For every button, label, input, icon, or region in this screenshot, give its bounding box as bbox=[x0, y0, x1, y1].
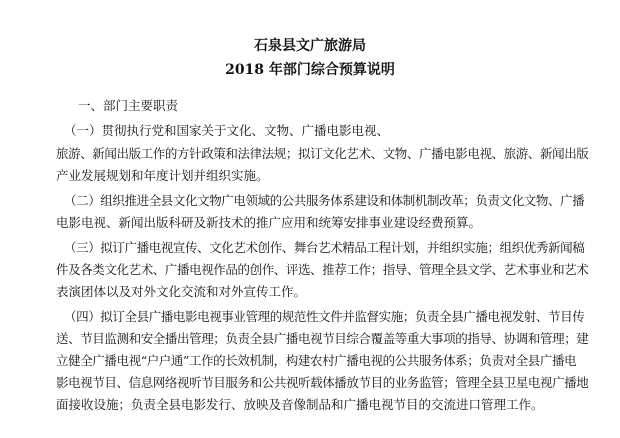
paragraph-line: 件及各类文化艺术、广播电视作品的创作、评选、推荐工作；指导、管理全县文学、艺术事业和艺术 bbox=[56, 262, 589, 277]
paragraph-line: 电影电视、新闻出版科研及新技术的推广应用和统筹安排事业建设经费预算。 bbox=[56, 215, 482, 230]
document-title: 石泉县文广旅游局 bbox=[254, 38, 366, 54]
paragraph-line: 表演团体以及对外文化交流和对外宣传工作。 bbox=[56, 284, 307, 299]
paragraph-line: （三）拟订广播电视宣传、文化艺术创作、舞台艺术精品工程计划，并组织实施；组织优秀新闻稿 bbox=[64, 240, 585, 255]
paragraph-line: （四）拟订全县广播电影电视事业管理的规范性文件并监督实施；负责全县广播电视发射、节目传 bbox=[64, 309, 585, 324]
document-subtitle: 2018 年部门综合预算说明 bbox=[225, 62, 395, 78]
paragraph-line: 立健全广播电视“户户通”工作的长效机制，构建农村广播电视的公共服务体系；负责对全县广播电 bbox=[56, 353, 577, 368]
paragraph-line: 旅游、新闻出版工作的方针政策和法律法规；拟订文化艺术、文物、广播电影电视、旅游、新闻出版 bbox=[56, 146, 589, 161]
paragraph-line: 影电视节目、信息网络视听节目服务和公共视听载体播放节目的业务监管；管理全县卫星电视广播地 bbox=[56, 375, 589, 390]
paragraph-line: （一）贯彻执行党和国家关于文化、文物、广播电影电视、 bbox=[64, 123, 390, 138]
section-heading: 一、部门主要职责 bbox=[78, 98, 179, 113]
paragraph-line: 面接收设施；负责全县电影发行、放映及音像制品和广播电视节目的交流进口管理工作。 bbox=[56, 397, 544, 412]
paragraph-line: 送、节目监测和安全播出管理；负责全县广播电视节目综合覆盖等重大事项的指导、协调和管理；建 bbox=[56, 331, 589, 346]
paragraph-line: （二）组织推进全县文化文物广电领域的公共服务体系建设和体制机制改革；负责文化文物、广播 bbox=[64, 193, 585, 208]
paragraph-line: 产业发展规划和年度计划并组织实施。 bbox=[56, 168, 269, 183]
